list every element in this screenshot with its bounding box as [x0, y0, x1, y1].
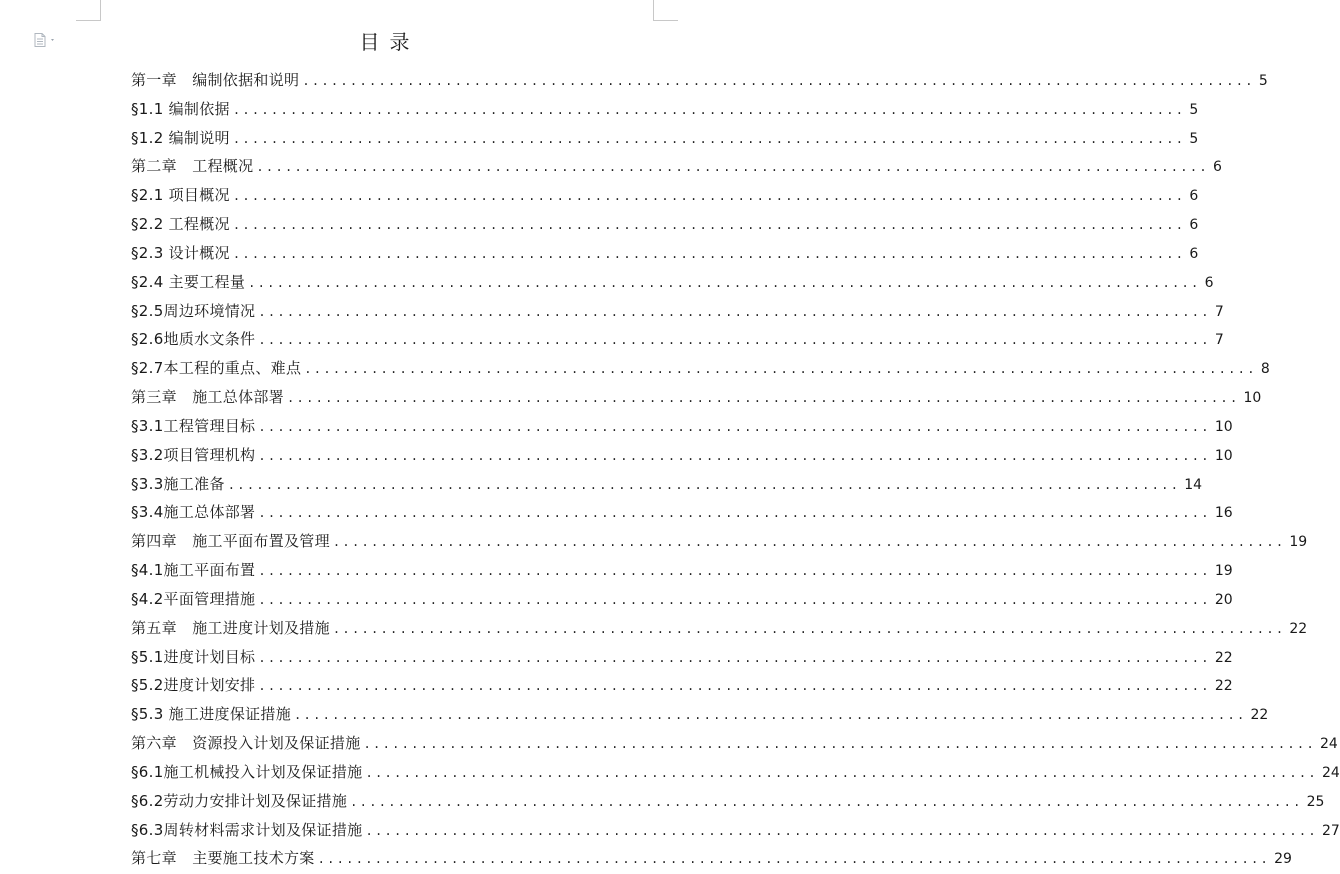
toc-entry-label: 第二章 工程概况 — [131, 157, 254, 176]
toc-leader-dots: .................................................................................................... — [332, 535, 1286, 550]
toc-entry-label: §1.2 编制说明 — [131, 128, 230, 147]
toc-entry-label: §3.1工程管理目标 — [131, 416, 256, 435]
toc-entry-page-number: 6 — [1212, 159, 1222, 176]
toc-leader-dots: .................................................................................................... — [258, 650, 1211, 665]
toc-leader-dots: .................................................................................................... — [256, 160, 1209, 175]
toc-leader-dots: .................................................................................................... — [258, 448, 1211, 463]
toc-leader-dots: .................................................................................................... — [232, 218, 1186, 233]
toc-leader-dots: .................................................................................................... — [232, 131, 1186, 146]
toc-leader-dots: .................................................................................................... — [248, 275, 1201, 290]
toc-entry-page-number: 8 — [1260, 361, 1270, 378]
toc-entry[interactable] — [131, 412, 1233, 441]
toc-entry[interactable] — [131, 671, 1233, 700]
toc-entry-page-number: 19 — [1289, 534, 1308, 551]
toc-leader-dots: .................................................................................................... — [258, 564, 1211, 579]
toc-entry-label: §4.1施工平面布置 — [131, 561, 256, 580]
toc-entry[interactable] — [131, 498, 1233, 527]
toc-entry[interactable] — [131, 585, 1233, 614]
toc-entry-page-number: 6 — [1189, 188, 1199, 205]
toc-entry-label: §2.2 工程概况 — [131, 215, 230, 234]
toc-leader-dots: .................................................................................................... — [227, 477, 1181, 492]
toc-leader-dots: .................................................................................................... — [258, 419, 1211, 434]
toc-entry-page-number: 7 — [1214, 303, 1224, 320]
toc-entry[interactable] — [131, 758, 1340, 787]
toc-entry[interactable] — [131, 268, 1214, 297]
toc-entry[interactable] — [131, 181, 1199, 210]
toc-entry-page-number: 27 — [1321, 822, 1340, 839]
toc-entry-label: §6.3周转材料需求计划及保证措施 — [131, 820, 363, 839]
toc-entry[interactable] — [131, 643, 1233, 672]
toc-entry-label: §2.5周边环境情况 — [131, 301, 256, 320]
toc-entry-label: §5.2进度计划安排 — [131, 676, 256, 695]
toc-entry-page-number: 22 — [1214, 649, 1233, 666]
toc-entry[interactable] — [131, 383, 1262, 412]
toc-entry-page-number: 22 — [1250, 707, 1269, 724]
toc-entry[interactable] — [131, 297, 1224, 326]
toc-entry-label: 第五章 施工进度计划及措施 — [131, 618, 330, 637]
toc-entry-page-number: 14 — [1184, 476, 1203, 493]
toc-entry-label: 第一章 编制依据和说明 — [131, 71, 300, 89]
crop-mark-top-right — [653, 0, 678, 21]
toc-entry[interactable] — [131, 787, 1325, 816]
toc-entry-label: §2.1 项目概况 — [131, 186, 230, 205]
toc-entry-label: §3.3施工准备 — [131, 474, 225, 493]
toc-entry[interactable] — [131, 239, 1199, 268]
toc-entry[interactable] — [131, 325, 1224, 354]
toc-entry-page-number: 5 — [1258, 73, 1268, 89]
toc-leader-dots: .................................................................................................... — [258, 679, 1211, 694]
toc-entry[interactable] — [131, 210, 1199, 239]
toc-leader-dots: .................................................................................................... — [258, 333, 1211, 348]
toc-entry-page-number: 10 — [1243, 390, 1262, 407]
toc-entry[interactable] — [131, 816, 1340, 845]
toc-entry-page-number: 22 — [1214, 678, 1233, 695]
toc-entry[interactable] — [131, 527, 1308, 556]
toc-leader-dots: .................................................................................................... — [258, 592, 1211, 607]
toc-entry-page-number: 10 — [1214, 447, 1233, 464]
toc-entry[interactable] — [131, 729, 1338, 758]
toc-leader-dots: .................................................................................................... — [363, 737, 1316, 752]
toc-entry-label: §2.7本工程的重点、难点 — [131, 359, 302, 378]
toc-entry-page-number: 20 — [1214, 591, 1233, 608]
toc-leader-dots: .................................................................................................... — [294, 708, 1247, 723]
toc-entry-label: §3.2项目管理机构 — [131, 445, 256, 464]
toc-entry-page-number: 24 — [1319, 736, 1338, 753]
toc-entry[interactable] — [131, 844, 1292, 873]
toc-entry-label: §2.6地质水文条件 — [131, 330, 256, 349]
toc-leader-dots: .................................................................................................... — [302, 74, 1255, 88]
toc-entry-label: §6.1施工机械投入计划及保证措施 — [131, 762, 363, 781]
toc-entry-label: 第七章 主要施工技术方案 — [131, 849, 315, 868]
toc-entry[interactable] — [131, 124, 1199, 153]
toc-entry-page-number: 5 — [1189, 130, 1199, 147]
toc-leader-dots: .................................................................................................... — [287, 391, 1240, 406]
toc-entry[interactable] — [131, 354, 1270, 383]
toc-entry-page-number: 6 — [1189, 245, 1199, 262]
toc-entry-label: 第六章 资源投入计划及保证措施 — [131, 734, 361, 753]
toc-entry[interactable] — [131, 700, 1269, 729]
toc-leader-dots: .................................................................................................... — [332, 621, 1286, 636]
toc-leader-dots: .................................................................................................... — [232, 102, 1186, 117]
toc-entry-page-number: 25 — [1306, 793, 1325, 810]
toc-entry-page-number: 6 — [1189, 217, 1199, 234]
table-of-contents — [131, 66, 1340, 873]
toc-title: 目录 — [359, 30, 420, 54]
crop-mark-top-left — [76, 0, 101, 21]
toc-entry-label: §5.1进度计划目标 — [131, 647, 256, 666]
toc-entry-page-number: 7 — [1214, 332, 1224, 349]
toc-entry-page-number: 6 — [1204, 274, 1214, 291]
toc-entry-page-number: 10 — [1214, 418, 1233, 435]
toc-leader-dots: .................................................................................................... — [304, 362, 1257, 377]
toc-entry-page-number: 29 — [1274, 851, 1292, 868]
toc-entry-label: §5.3 施工进度保证措施 — [131, 705, 292, 724]
toc-entry-label: §3.4施工总体部署 — [131, 503, 256, 522]
toc-entry[interactable] — [131, 470, 1203, 499]
toc-entry-page-number: 24 — [1321, 764, 1340, 781]
toc-leader-dots: .................................................................................................... — [258, 304, 1211, 319]
toc-entry-label: §2.4 主要工程量 — [131, 272, 246, 291]
toc-entry-label: 第三章 施工总体部署 — [131, 388, 285, 407]
toc-entry-label: 第四章 施工平面布置及管理 — [131, 532, 330, 551]
toc-leader-dots: .................................................................................................... — [232, 189, 1186, 204]
toc-entry-label: §4.2平面管理措施 — [131, 589, 256, 608]
toc-entry-page-number: 19 — [1214, 563, 1233, 580]
toc-leader-dots: .................................................................................................... — [317, 852, 1271, 867]
toc-leader-dots: .................................................................................................... — [365, 823, 1318, 838]
toc-entry[interactable] — [131, 66, 1268, 95]
toc-entry[interactable] — [131, 152, 1222, 181]
toc-entry[interactable] — [131, 556, 1233, 585]
toc-entry-page-number: 22 — [1289, 620, 1308, 637]
toc-leader-dots: .................................................................................................... — [350, 794, 1303, 809]
toc-leader-dots: .................................................................................................... — [232, 246, 1186, 261]
toc-leader-dots: .................................................................................................... — [365, 765, 1318, 780]
toc-entry-label: §1.1 编制依据 — [131, 99, 230, 118]
toc-entry-label: §2.3 设计概况 — [131, 243, 230, 262]
toc-entry[interactable] — [131, 441, 1233, 470]
toc-entry[interactable] — [131, 614, 1308, 643]
toc-leader-dots: .................................................................................................... — [258, 506, 1211, 521]
toc-entry[interactable] — [131, 95, 1199, 124]
toc-entry-page-number: 16 — [1214, 505, 1233, 522]
toc-entry-label: §6.2劳动力安排计划及保证措施 — [131, 791, 348, 810]
toc-entry-page-number: 5 — [1189, 101, 1199, 118]
